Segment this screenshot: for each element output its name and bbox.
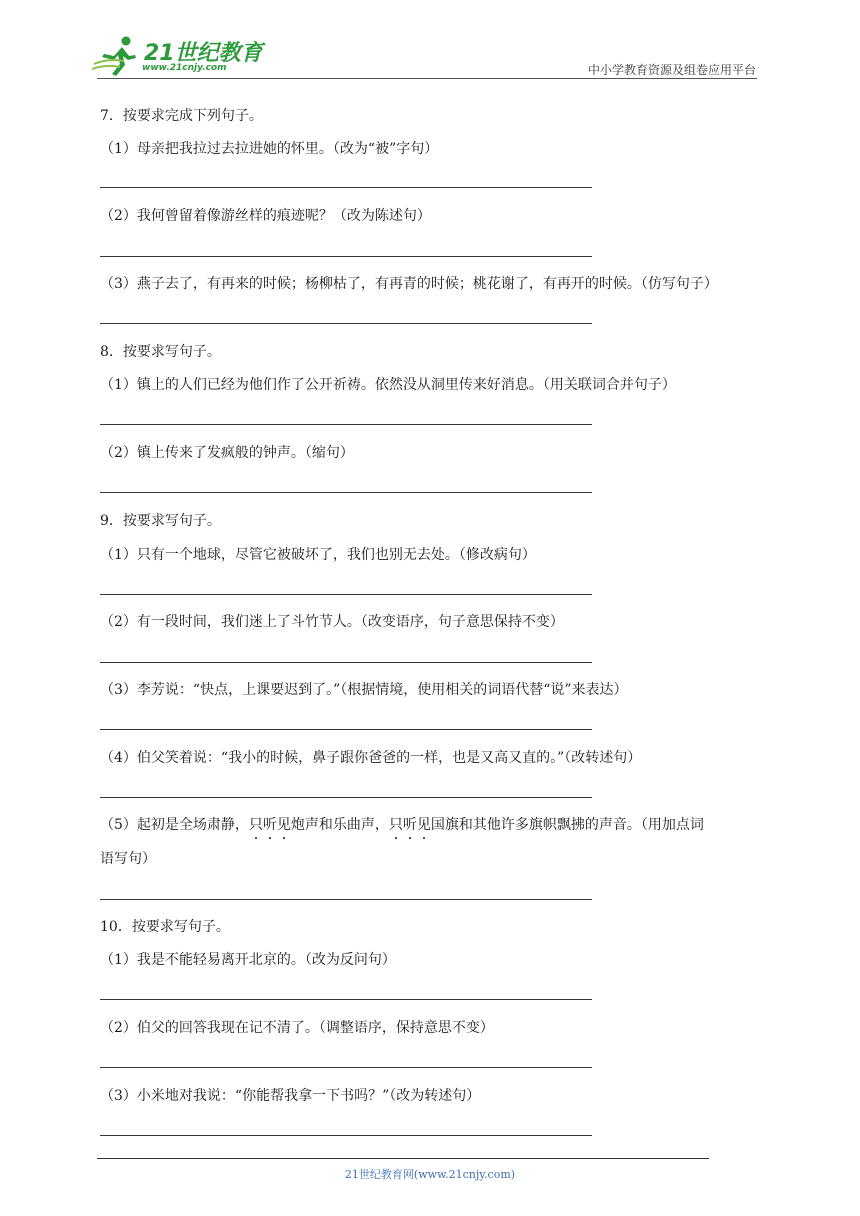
answer-line-8-1[interactable]	[100, 424, 592, 425]
question-9-item-5-line-2: 语写句）	[100, 851, 156, 867]
question-10-item-3: （3）小米地对我说：“你能帮我拿一下书吗？”（改为转述句）	[100, 1088, 481, 1104]
question-9-title: 9．按要求写句子。	[100, 513, 221, 529]
dotted-char: 听	[262, 817, 277, 833]
answer-line-10-2[interactable]	[100, 1067, 592, 1068]
question-8-item-2: （2）镇上传来了发疯般的钟声。（缩句）	[100, 445, 354, 461]
header-divider	[97, 78, 757, 79]
question-9-item-3: （3）李芳说：“快点，上课要迟到了。”（根据情境，使用相关的词语代替“说”来表达）	[100, 682, 628, 698]
dotted-char: 见	[416, 817, 431, 833]
runner-logo-icon	[92, 34, 144, 78]
site-logo[interactable]	[92, 34, 262, 78]
question-9-item-1: （1）只有一个地球，尽管它被破坏了，我们也别无去处。（修改病句）	[100, 547, 536, 563]
logo-url: www.21cnjy.com	[142, 63, 227, 73]
question-7-title: 7．按要求完成下列句子。	[100, 108, 263, 124]
answer-line-8-2[interactable]	[100, 492, 592, 493]
answer-line-7-1[interactable]	[100, 187, 592, 188]
question-8-item-1: （1）镇上的人们已经为他们作了公开祈祷。依然没从洞里传来好消息。（用关联词合并句子）	[100, 377, 676, 393]
answer-line-9-2[interactable]	[100, 662, 592, 663]
dotted-word-1	[249, 817, 291, 833]
question-8-title: 8．按要求写句子。	[100, 344, 221, 360]
dotted-char: 见	[276, 817, 291, 833]
question-10-item-2: （2）伯父的回答我现在记不清了。（调整语序，保持意思不变）	[100, 1020, 494, 1036]
answer-line-9-4[interactable]	[100, 797, 592, 798]
answer-line-10-1[interactable]	[100, 999, 592, 1000]
question-10-title: 10．按要求写句子。	[100, 919, 230, 935]
item-5-part-c: 国旗和其他许多旗帜飘拂的声音。（用加点词	[430, 817, 704, 833]
answer-line-9-1[interactable]	[100, 594, 592, 595]
footer-divider	[97, 1158, 709, 1159]
question-9-item-2: （2）有一段时间，我们迷上了斗竹节人。（改变语序，句子意思保持不变）	[100, 614, 564, 630]
dotted-char: 只	[388, 817, 403, 833]
dotted-word-2	[389, 817, 431, 833]
item-5-part-b: 炮声和乐曲声，	[290, 817, 389, 833]
answer-line-7-2[interactable]	[100, 256, 592, 257]
question-10-item-1: （1）我是不能轻易离开北京的。（改为反问句）	[100, 952, 396, 968]
item-5-part-a: （5）起初是全场肃静，	[100, 817, 249, 833]
answer-line-7-3[interactable]	[100, 323, 592, 324]
dotted-char: 听	[402, 817, 417, 833]
question-7-item-3: （3）燕子去了，有再来的时候；杨柳枯了，有再青的时候；桃花谢了，有再开的时候。（仿写句子）	[100, 276, 718, 292]
answer-line-10-3[interactable]	[100, 1135, 592, 1136]
dotted-char: 只	[248, 817, 263, 833]
footer-text[interactable]: 21世纪教育网(www.21cnjy.com)	[344, 1168, 516, 1181]
page-header	[0, 0, 860, 80]
question-9-item-5	[100, 815, 704, 835]
answer-line-9-3[interactable]	[100, 729, 592, 730]
platform-name: 中小学教育资源及组卷应用平台	[587, 63, 756, 77]
question-7-item-1: （1）母亲把我拉过去拉进她的怀里。（改为“被”字句）	[100, 141, 439, 157]
answer-line-9-5[interactable]	[100, 899, 592, 900]
logo-text: 21世纪教育	[144, 41, 263, 66]
question-7-item-2: （2）我何曾留着像游丝样的痕迹呢？（改为陈述句）	[100, 208, 431, 224]
question-9-item-4: （4）伯父笑着说：“我小的时候，鼻子跟你爸爸的一样，也是又高又直的。”（改转述句）	[100, 750, 642, 766]
